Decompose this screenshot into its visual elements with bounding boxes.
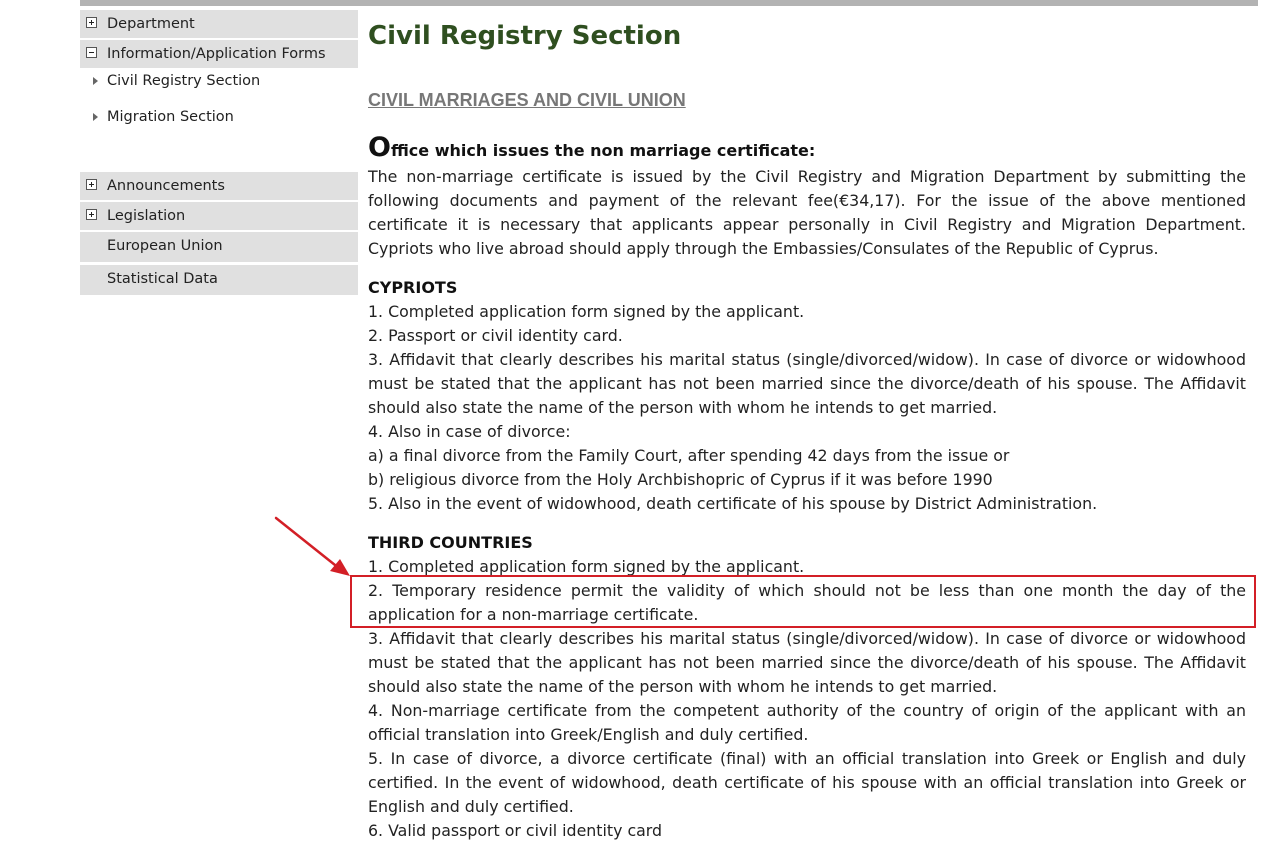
sidebar-item-label: European Union xyxy=(107,238,223,254)
sidebar-item-label: Department xyxy=(107,16,195,32)
intro-paragraph: The non-marriage certificate is issued by the Civil Registry and Migration Department by submitting the following documents and payment of the relevant fee(€34,17). For the issue of the above mentioned certificate it is necessary that applicants appear personally in Civil Registry and Migration Department. Cypriots who live abroad should apply through the Embassies/Consulates of the Republic of Cyprus. xyxy=(368,167,1246,258)
third-countries-item-1: 1. Completed application form signed by the applicant. xyxy=(368,557,805,576)
sidebar-item-label: Legislation xyxy=(107,208,186,224)
page-title: Civil Registry Section xyxy=(368,21,682,51)
cypriots-item-4a: a) a final divorce from the Family Court, after spending 42 days from the issue or xyxy=(368,446,1010,465)
office-heading xyxy=(368,132,815,163)
office-heading-rest: ffice which issues the non marriage certificate: xyxy=(390,141,816,160)
sidebar-item-legislation[interactable] xyxy=(80,202,358,230)
expand-plus-icon[interactable] xyxy=(86,17,97,28)
cypriots-item-4b: b) religious divorce from the Holy Archbishopric of Cyprus if it was before 1990 xyxy=(368,470,993,489)
civil-marriages-link[interactable]: CIVIL MARRIAGES AND CIVIL UNION xyxy=(368,90,686,110)
sidebar-subitem-label: Civil Registry Section xyxy=(107,73,261,89)
sidebar-subitem-civil-registry-section[interactable] xyxy=(80,69,358,93)
sidebar-item-label: Announcements xyxy=(107,178,225,194)
sidebar-item-announcements[interactable] xyxy=(80,172,358,200)
sidebar-item-label: Information/Application Forms xyxy=(107,46,326,62)
cypriots-item-3: 3. Affidavit that clearly describes his marital status (single/divorced/widow). In case of divorce or widowhood must be stated that the applicant has not been married since the divorce/death of his spouse. The Affidavit should also state the name of the person with whom he intends to get married. xyxy=(368,350,1246,417)
triangle-right-icon xyxy=(93,113,98,121)
cypriots-item-4: 4. Also in case of divorce: xyxy=(368,422,571,441)
sidebar-subitem-label: Migration Section xyxy=(107,109,234,125)
third-countries-item-4: 4. Non-marriage certificate from the competent authority of the country of origin of the applicant with an official translation into Greek/English and duly certified. xyxy=(368,701,1246,744)
sidebar-item-information-application-forms[interactable] xyxy=(80,40,358,68)
top-bar xyxy=(80,0,1258,6)
collapse-minus-icon[interactable] xyxy=(86,47,97,58)
sidebar-item-label: Statistical Data xyxy=(107,271,218,287)
sidebar-item-statistical-data[interactable] xyxy=(80,265,358,295)
cypriots-item-5: 5. Also in the event of widowhood, death certificate of his spouse by District Administration. xyxy=(368,494,1098,513)
highlight-box xyxy=(350,575,1256,628)
sidebar-item-european-union[interactable] xyxy=(80,232,358,262)
third-countries-item-2: 2. Temporary residence permit the validity of which should not be less than one month the day of the application for a non-marriage certificate. xyxy=(368,581,1246,624)
triangle-right-icon xyxy=(93,77,98,85)
sidebar-item-department[interactable] xyxy=(80,10,358,38)
office-heading-cap: O xyxy=(368,132,391,163)
expand-plus-icon[interactable] xyxy=(86,209,97,220)
cypriots-item-1: 1. Completed application form signed by the applicant. xyxy=(368,302,805,321)
red-arrow-icon xyxy=(270,512,354,582)
third-countries-item-6: 6. Valid passport or civil identity card xyxy=(368,821,663,840)
cypriots-heading: CYPRIOTS xyxy=(368,278,458,297)
third-countries-item-5: 5. In case of divorce, a divorce certificate (final) with an official translation into Greek or English and duly certified. In the event of widowhood, death certificate of his spouse with an official translation into Greek or English and duly certified. xyxy=(368,749,1246,816)
cypriots-item-2: 2. Passport or civil identity card. xyxy=(368,326,623,345)
third-countries-item-3: 3. Affidavit that clearly describes his marital status (single/divorced/widow). In case of divorce or widowhood must be stated that the applicant has not been married since the divorce/death of his spouse. The Affidavit should also state the name of the person with whom he intends to get married. xyxy=(368,629,1246,696)
sidebar-subitem-migration-section[interactable] xyxy=(80,105,358,129)
third-countries-heading: THIRD COUNTRIES xyxy=(368,533,533,552)
expand-plus-icon[interactable] xyxy=(86,179,97,190)
